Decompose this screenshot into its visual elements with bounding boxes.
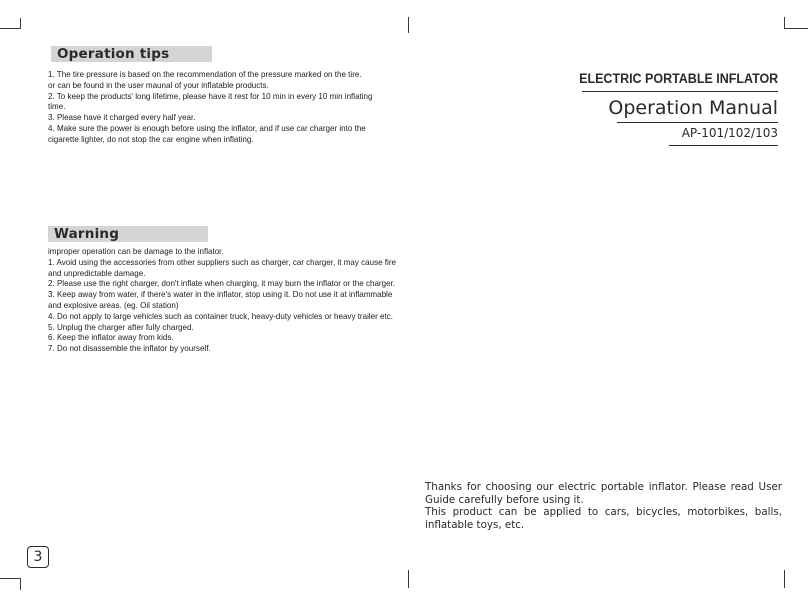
warning-line: and explosive areas. (eg. Oil station) <box>48 299 179 310</box>
operation-tips-heading: Operation tips <box>51 46 212 62</box>
operation-tips-line: 3. Please have it charged every half year. <box>48 112 196 123</box>
crop-mark-bottom-left-vertical <box>20 578 21 590</box>
warning-line: 7. Do not disassemble the inflator by yourself. <box>48 343 211 354</box>
crop-mark-top-center-left <box>408 17 409 33</box>
crop-mark-top-left-vertical <box>20 18 21 29</box>
intro-text <box>425 481 782 531</box>
crop-mark-top-left <box>0 28 20 29</box>
warning-line: 4. Do not apply to large vehicles such as container truck, heavy-duty vehicles or heavy trailer etc. <box>48 310 393 321</box>
crop-mark-top-right-horizontal <box>784 28 808 29</box>
operation-tips-line: time. <box>48 101 66 112</box>
warning-line: 5. Unplug the charger after fully charged. <box>48 321 194 332</box>
manual-subtitle: Operation Manual <box>608 97 778 119</box>
warning-line: 1. Avoid using the accessories from other suppliers such as charger, car charger, it may cause fire <box>48 256 396 267</box>
intro-paragraph: Thanks for choosing our electric portable inflator. Please read User Guide carefully before using it. <box>425 481 782 506</box>
operation-tips-line: or can be found in the user maunal of your inflatable products. <box>48 79 269 90</box>
model-underline <box>669 145 778 146</box>
warning-line: 2. Please use the right charger, don't inflate when charging, it may burn the inflator or the charger. <box>48 278 396 289</box>
crop-mark-bottom-right <box>784 570 785 588</box>
operation-tips-line: cigarette lighter, do not stop the car engine when inflating. <box>48 133 254 144</box>
page-number: 3 <box>27 546 49 568</box>
warning-line: 3. Keep away from water, if there's water in the inflator, stop using it. Do not use it at inflammable <box>48 289 393 300</box>
title-underline <box>582 91 778 92</box>
operation-tips-text <box>48 69 379 145</box>
warning-heading: Warning <box>48 226 208 242</box>
intro-paragraph: This product can be applied to cars, bicycles, motorbikes, balls, inflatable toys, etc. <box>425 506 782 531</box>
subtitle-underline <box>617 122 778 123</box>
warning-line: 6. Keep the inflator away from kids. <box>48 332 174 343</box>
operation-tips-line: 2. To keep the products' long lifetime, please have it rest for 10 min in every 10 min inflating <box>48 90 373 101</box>
warning-line: and unpredictable damage. <box>48 267 146 278</box>
warning-line: improper operation can be damage to the inflator. <box>48 246 224 256</box>
operation-tips-line: 1. The tire pressure is based on the recommendation of the pressure marked on the tire. <box>48 69 362 79</box>
model-number: AP-101/102/103 <box>681 126 778 140</box>
warning-text <box>48 246 396 354</box>
crop-mark-bottom-center-left <box>408 570 409 588</box>
product-title: ELECTRIC PORTABLE INFLATOR <box>578 71 778 87</box>
operation-tips-line: 4. Make sure the power is enough before using the inflator, and if use car charger into the <box>48 122 366 133</box>
crop-mark-bottom-left <box>0 578 20 579</box>
